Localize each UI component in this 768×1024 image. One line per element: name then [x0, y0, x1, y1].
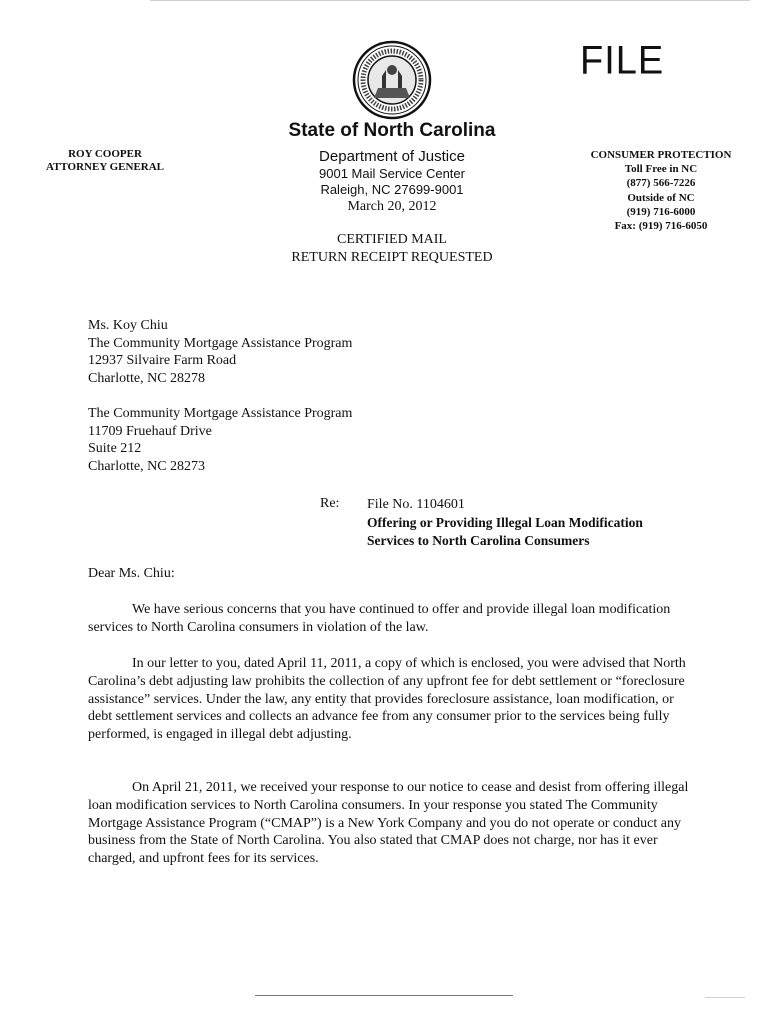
state-heading: State of North Carolina	[288, 120, 496, 141]
address-line: Suite 212	[88, 441, 142, 457]
city-state-zip: Raleigh, NC 27699-9001	[320, 182, 464, 197]
toll-free-number: (877) 566-7226	[626, 177, 696, 190]
file-number: File No. 1104601	[367, 497, 465, 512]
mail-service-center: 9001 Mail Service Center	[319, 166, 465, 181]
address-line: The Community Mortgage Assistance Program	[88, 406, 353, 421]
attorney-general-block	[20, 148, 190, 174]
certified-mail: CERTIFIED MAIL	[337, 232, 447, 247]
address-line: Charlotte, NC 28278	[88, 370, 206, 386]
cp-title: CONSUMER PROTECTION	[590, 149, 732, 161]
recipient-address-1	[88, 317, 352, 387]
address-line: Ms. Koy Chiu	[88, 318, 168, 333]
file-stamp: FILE	[580, 38, 665, 84]
body-paragraph: On April 21, 2011, we received your response to our notice to cease and desist from offering illegal loan modification services to North Carolina consumers. In your response you stated The Community Mortgage Assistance Program (“CMAP”) is a New York Company and you do not operate or conduct any business from the State of North Carolina. You also stated that CMAP does not charge, nor has it ever charged, and upfront fees for its services.	[88, 780, 689, 867]
re-label: Re:	[320, 496, 340, 511]
ag-name: ROY COOPER	[68, 148, 142, 160]
subject-line-2: Services to North Carolina Consumers	[367, 533, 590, 548]
state-seal-icon	[352, 40, 432, 120]
department-name: Department of Justice	[319, 148, 465, 165]
consumer-protection-block	[572, 148, 750, 233]
outside-nc-label: Outside of NC	[627, 191, 695, 204]
fax-number: Fax: (919) 716-6050	[614, 220, 708, 233]
body-paragraph: We have serious concerns that you have continued to offer and provide illegal loan modification services to North Carolina consumers in violation of the law.	[88, 602, 671, 635]
subject-line-1: Offering or Providing Illegal Loan Modification	[367, 515, 643, 530]
ag-title: ATTORNEY GENERAL	[45, 161, 165, 173]
letter-date: March 20, 2012	[347, 199, 437, 214]
address-line: 12937 Silvaire Farm Road	[88, 353, 237, 369]
mail-type-block	[262, 231, 522, 267]
re-subject-block	[367, 496, 643, 550]
body-paragraph: In our letter to you, dated April 11, 2011, a copy of which is enclosed, you were advised that North Carolina’s debt adjusting law prohibits the collection of any upfront fee for debt settlement or “foreclosure assistance” services. Under the law, any entity that provides foreclosure assistance, loan modification, or debt settlement services and collects an advance fee from any consumer prior to the services being fully performed, is engaged in illegal debt adjusting.	[88, 656, 686, 743]
top-scan-rule	[150, 0, 750, 1]
footer-rule	[255, 995, 513, 996]
toll-free-label: Toll Free in NC	[624, 163, 698, 176]
outside-nc-number: (919) 716-6000	[626, 205, 696, 218]
return-receipt: RETURN RECEIPT REQUESTED	[291, 250, 493, 265]
address-line: 11709 Fruehauf Drive	[88, 423, 212, 439]
department-block	[262, 148, 522, 216]
address-line: Charlotte, NC 28273	[88, 458, 206, 474]
recipient-address-2	[88, 405, 352, 475]
salutation: Dear Ms. Chiu:	[88, 566, 175, 581]
footer-rule-right	[705, 997, 745, 998]
address-line: The Community Mortgage Assistance Program	[88, 335, 353, 351]
